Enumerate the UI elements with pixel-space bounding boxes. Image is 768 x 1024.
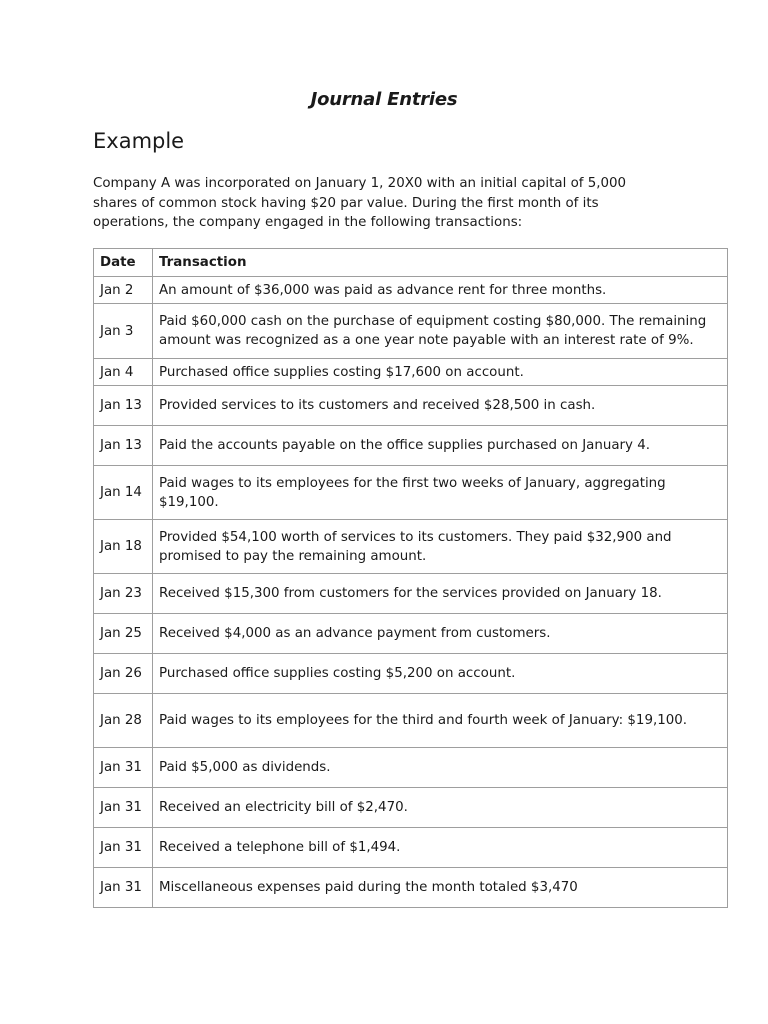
date-cell: Jan 31 — [94, 828, 153, 868]
intro-line: shares of common stock having $20 par value. During the first month of its — [93, 195, 599, 211]
date-cell: Jan 2 — [94, 277, 153, 304]
transaction-cell: Paid wages to its employees for the third and fourth week of January: $19,100. — [153, 694, 728, 748]
table-body — [94, 277, 728, 908]
transaction-cell: Miscellaneous expenses paid during the month totaled $3,470 — [153, 868, 728, 908]
table-row — [94, 694, 728, 748]
transaction-cell: Paid $60,000 cash on the purchase of equipment costing $80,000. The remaining amount was recognized as a one year note payable with an interest rate of 9%. — [153, 304, 728, 359]
date-cell: Jan 26 — [94, 654, 153, 694]
table-row — [94, 748, 728, 788]
date-cell: Jan 14 — [94, 466, 153, 520]
transaction-cell: Received $4,000 as an advance payment from customers. — [153, 614, 728, 654]
transaction-cell: Received an electricity bill of $2,470. — [153, 788, 728, 828]
table-row — [94, 359, 728, 386]
table-row — [94, 828, 728, 868]
table-row — [94, 304, 728, 359]
date-cell: Jan 13 — [94, 386, 153, 426]
date-cell: Jan 18 — [94, 520, 153, 574]
date-cell: Jan 31 — [94, 868, 153, 908]
date-cell: Jan 13 — [94, 426, 153, 466]
table-row — [94, 788, 728, 828]
transaction-cell: Purchased office supplies costing $5,200 on account. — [153, 654, 728, 694]
table-row — [94, 574, 728, 614]
table-row — [94, 868, 728, 908]
table-row — [94, 277, 728, 304]
table-row — [94, 426, 728, 466]
date-cell: Jan 3 — [94, 304, 153, 359]
transaction-cell: Provided services to its customers and received $28,500 in cash. — [153, 386, 728, 426]
transaction-cell: Received $15,300 from customers for the services provided on January 18. — [153, 574, 728, 614]
intro-paragraph — [93, 174, 653, 233]
transaction-cell: Paid wages to its employees for the first two weeks of January, aggregating $19,100. — [153, 466, 728, 520]
intro-line: operations, the company engaged in the following transactions: — [93, 215, 523, 230]
date-cell: Jan 28 — [94, 694, 153, 748]
intro-line: Company A was incorporated on January 1, 20X0 with an initial capital of 5,000 — [93, 176, 627, 191]
section-heading: Example — [93, 129, 185, 153]
transaction-cell: An amount of $36,000 was paid as advance rent for three months. — [153, 277, 728, 304]
column-header-transaction: Transaction — [153, 249, 728, 277]
table-row — [94, 614, 728, 654]
date-cell: Jan 25 — [94, 614, 153, 654]
table-row — [94, 386, 728, 426]
date-cell: Jan 23 — [94, 574, 153, 614]
transaction-cell: Received a telephone bill of $1,494. — [153, 828, 728, 868]
transaction-cell: Paid the accounts payable on the office supplies purchased on January 4. — [153, 426, 728, 466]
table-header-row — [94, 249, 728, 277]
transaction-cell: Paid $5,000 as dividends. — [153, 748, 728, 788]
table-row — [94, 466, 728, 520]
date-cell: Jan 4 — [94, 359, 153, 386]
column-header-date: Date — [94, 249, 153, 277]
table-row — [94, 654, 728, 694]
date-cell: Jan 31 — [94, 788, 153, 828]
transaction-cell: Provided $54,100 worth of services to its customers. They paid $32,900 and promised to pay the remaining amount. — [153, 520, 728, 574]
table-row — [94, 520, 728, 574]
transaction-cell: Purchased office supplies costing $17,600 on account. — [153, 359, 728, 386]
transactions-table — [93, 248, 728, 908]
page-title: Journal Entries — [310, 89, 458, 110]
date-cell: Jan 31 — [94, 748, 153, 788]
